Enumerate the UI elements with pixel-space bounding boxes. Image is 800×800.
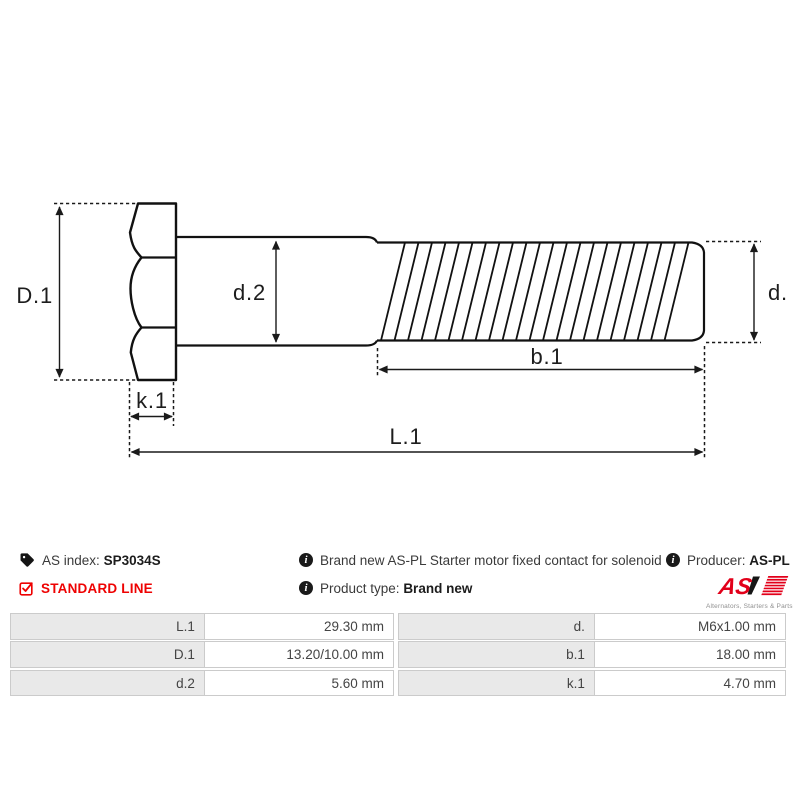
as-pl-logo	[706, 574, 793, 610]
spec-label-L1: L.1	[10, 613, 204, 640]
spec-value-D1: 13.20/10.00 mm	[204, 641, 394, 668]
spec-value-k1: 4.70 mm	[594, 670, 786, 697]
spec-label-b1: b.1	[398, 641, 594, 668]
producer-label: Producer:	[687, 552, 746, 568]
dim-label-L1: L.1	[389, 424, 423, 449]
info-icon: i	[299, 553, 313, 567]
spec-label-k1: k.1	[398, 670, 594, 697]
spec-value-b1: 18.00 mm	[594, 641, 786, 668]
product-description: Brand new AS-PL Starter motor fixed contact for solenoid	[320, 552, 662, 568]
dim-label-k1: k.1	[136, 388, 168, 413]
dim-label-d2: d.2	[233, 280, 266, 305]
product-type-text	[320, 581, 472, 596]
spec-label-d: d.	[398, 613, 594, 640]
table-row	[398, 670, 786, 697]
thread-hatch-lines	[381, 243, 689, 341]
table-row	[398, 613, 786, 640]
checkbox-checked-icon	[19, 581, 34, 596]
spec-table-right	[398, 613, 786, 696]
table-row	[10, 670, 394, 697]
product-type-row	[299, 579, 472, 597]
standard-line-badge: STANDARD LINE	[41, 580, 153, 596]
logo-text: AS	[716, 574, 755, 597]
logo-tagline: Alternators, Starters & Parts	[706, 603, 793, 610]
producer-text	[687, 553, 790, 568]
spec-table-left	[10, 613, 394, 696]
tag-icon	[19, 552, 35, 568]
producer-row	[666, 551, 790, 569]
spec-value-d: M6x1.00 mm	[594, 613, 786, 640]
product-type-label: Product type:	[320, 580, 400, 596]
standard-line-row	[19, 579, 153, 597]
dim-label-d: d.	[768, 280, 788, 305]
spec-label-D1: D.1	[10, 641, 204, 668]
product-type-value: Brand new	[403, 580, 473, 596]
as-index-text	[42, 553, 161, 568]
dim-label-D1: D.1	[16, 283, 53, 308]
description-row	[299, 551, 662, 569]
table-row	[10, 641, 394, 668]
producer-value: AS-PL	[749, 552, 790, 568]
spec-value-d2: 5.60 mm	[204, 670, 394, 697]
as-pl-logo-mark	[706, 574, 790, 597]
info-icon: i	[666, 553, 680, 567]
dim-label-b1: b.1	[530, 344, 564, 369]
info-icon: i	[299, 581, 313, 595]
bolt-shape	[130, 204, 704, 381]
as-index-label: AS index:	[42, 552, 100, 568]
spec-label-d2: d.2	[10, 670, 204, 697]
spec-value-L1: 29.30 mm	[204, 613, 394, 640]
as-index-row	[19, 551, 161, 569]
as-index-value: SP3034S	[103, 552, 161, 568]
table-row	[398, 641, 786, 668]
table-row	[10, 613, 394, 640]
bolt-head	[130, 204, 176, 381]
